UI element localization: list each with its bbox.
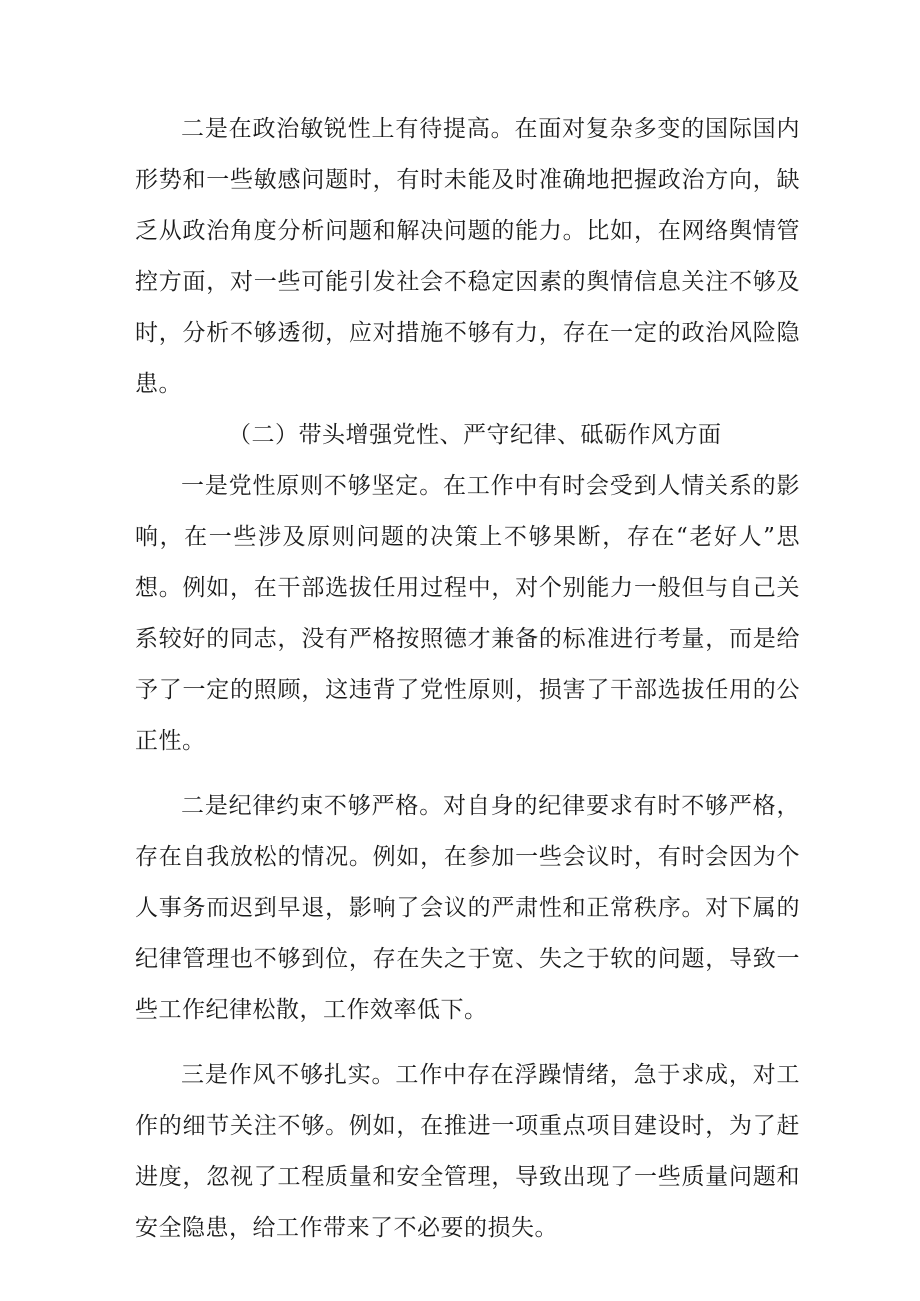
paragraph-discipline: 二是纪律约束不够严格。对自身的纪律要求有时不够严格，存在自我放松的情况。例如，在参加一些会议时，有时会因为个人事务而迟到早退，影响了会议的严肃性和正常秩序。对下属的纪律管理也不够到位，存在失之于宽、失之于软的问题，导致一些工作纪律松散，工作效率低下。	[135, 793, 800, 1023]
paragraph-party-principle: 一是党性原则不够坚定。在工作中有时会受到人情关系的影响，在一些涉及原则问题的决策上不够果断，存在“老好人”思想。例如，在干部选拔任用过程中，对个别能力一般但与自己关系较好的同志，没有严格按照德才兼备的标准进行考量，而是给予了一定的照顾，这违背了党性原则，损害了干部选拔任用的公正性。	[135, 473, 800, 754]
paragraph-political-sensitivity: 二是在政治敏锐性上有待提高。在面对复杂多变的国际国内形势和一些敏感问题时，有时未能及时准确地把握政治方向，缺乏从政治角度分析问题和解决问题的能力。比如，在网络舆情管控方面，对一些可能引发社会不稳定因素的舆情信息关注不够及时，分析不够透彻，应对措施不够有力，存在一定的政治风险隐患。	[135, 116, 800, 397]
paragraph-work-style: 三是作风不够扎实。工作中存在浮躁情绪，急于求成，对工作的细节关注不够。例如，在推进一项重点项目建设时，为了赶进度，忽视了工程质量和安全管理，导致出现了一些质量问题和安全隐患，给工作带来了不必要的损失。	[135, 1062, 800, 1241]
section-heading: （二）带头增强党性、严守纪律、砥砺作风方面	[228, 422, 722, 448]
document-body	[135, 104, 800, 1254]
